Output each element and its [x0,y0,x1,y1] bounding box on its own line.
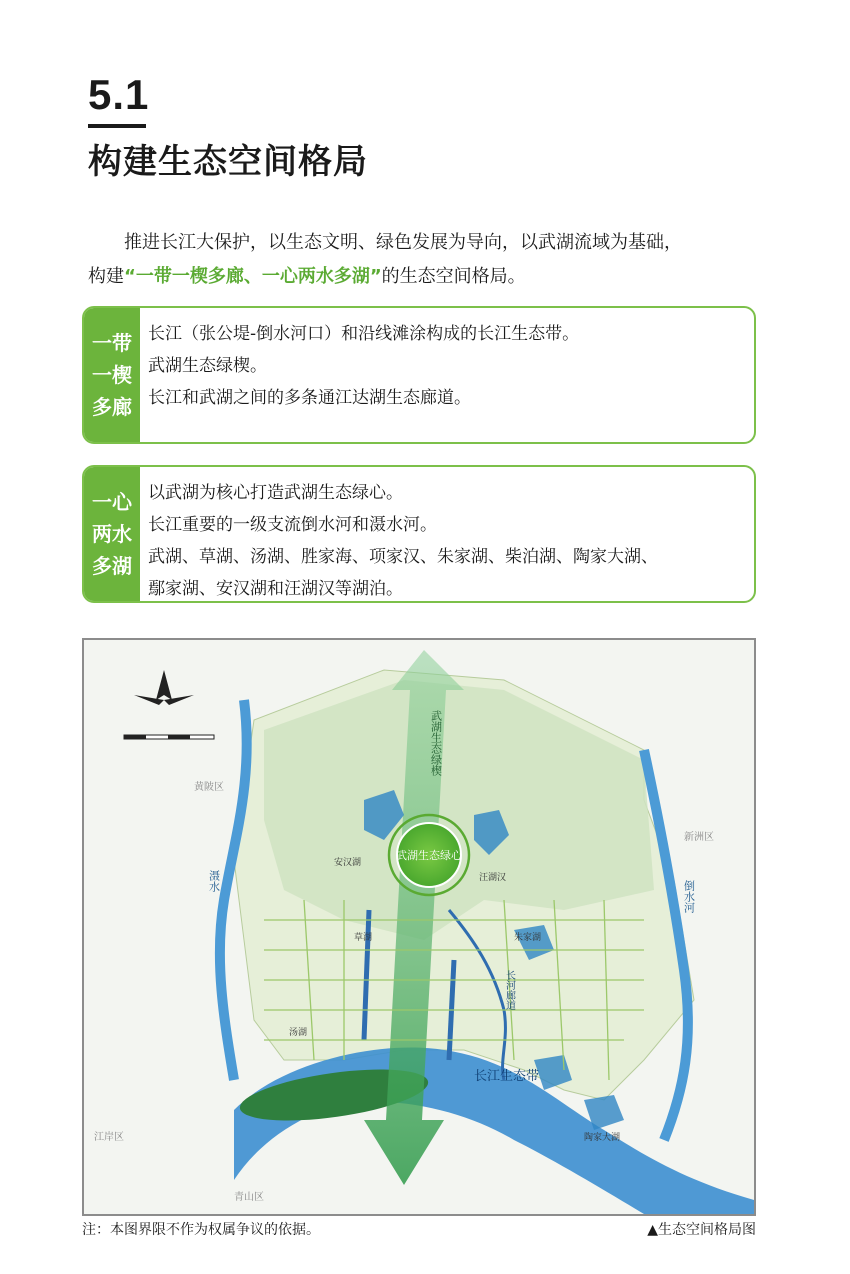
intro-line-2-prefix: 构建 [88,266,124,287]
belt-label: 长江生态带 [474,1069,540,1084]
label-wedge: 一楔 [92,363,132,387]
intro-line-1: 推进长江大保护，以生态文明、绿色发展为导向，以武湖流域为基础， [124,232,682,253]
scale-bar [124,735,214,739]
label-heart: 一心 [92,490,132,514]
pattern-box-belt-wedge-corridor [82,306,756,444]
map-caption: ▲生态空间格局图 [647,1222,756,1238]
pattern-box-heart-waters-lakes [82,465,756,603]
box-line: 长江（张公堤-倒水河口）和沿线滩涂构成的长江生态带。 [148,324,580,344]
box-line: 长江重要的一级支流倒水河和滠水河。 [148,515,437,535]
box-body [148,467,754,603]
box-line: 鄢家湖、安汉湖和汪湖汉等湖泊。 [148,579,403,599]
label-belt: 一带 [92,331,132,355]
lake-label: 汪湖汉 [479,873,507,883]
box-line: 武湖生态绿楔。 [148,356,267,376]
map-svg [84,640,754,1214]
district-label: 青山区 [234,1192,264,1203]
label-waters: 两水 [92,522,132,546]
wedge-label: 武湖生态绿楔 [429,710,443,776]
box-line: 武湖、草湖、汤湖、胜家海、项家汉、朱家湖、柴泊湖、陶家大湖、 [148,547,658,567]
section-number: 5.1 [88,71,150,118]
lake-label: 草湖 [354,933,373,943]
lake-label: 朱家湖 [514,933,542,943]
section-title: 构建生态空间格局 [88,142,368,182]
corridor-label: 长河廊道 [503,970,515,1010]
label-lakes: 多湖 [92,554,132,578]
lake-label: 汤湖 [289,1028,308,1038]
section-rule [88,124,146,128]
river-left-label: 滠水 [207,870,221,892]
intro-highlight: “一带一楔多廊、一心两水多湖” [124,266,382,287]
box-line: 长江和武湖之间的多条通江达湖生态廊道。 [148,388,471,408]
map-footnote: 注：本图界限不作为权属争议的依据。 [82,1222,320,1238]
heart-label: 武湖生态绿心 [396,849,462,862]
box-label-belt-wedge-corridor [84,308,140,442]
district-label: 新洲区 [684,832,714,843]
box-line: 以武湖为核心打造武湖生态绿心。 [148,483,403,503]
river-right-label: 倒水河 [682,880,696,913]
label-corridor: 多廊 [92,395,132,419]
ecological-pattern-map [82,638,756,1216]
box-label-heart-waters-lakes [84,467,140,601]
lake-label: 安汉湖 [334,858,362,868]
district-label: 黄陂区 [194,782,224,793]
intro-paragraph [88,226,758,294]
district-label: 江岸区 [94,1132,124,1143]
intro-line-2-suffix: 的生态空间格局。 [381,266,526,287]
lake-label: 陶家大湖 [584,1133,621,1143]
box-body [148,308,754,422]
